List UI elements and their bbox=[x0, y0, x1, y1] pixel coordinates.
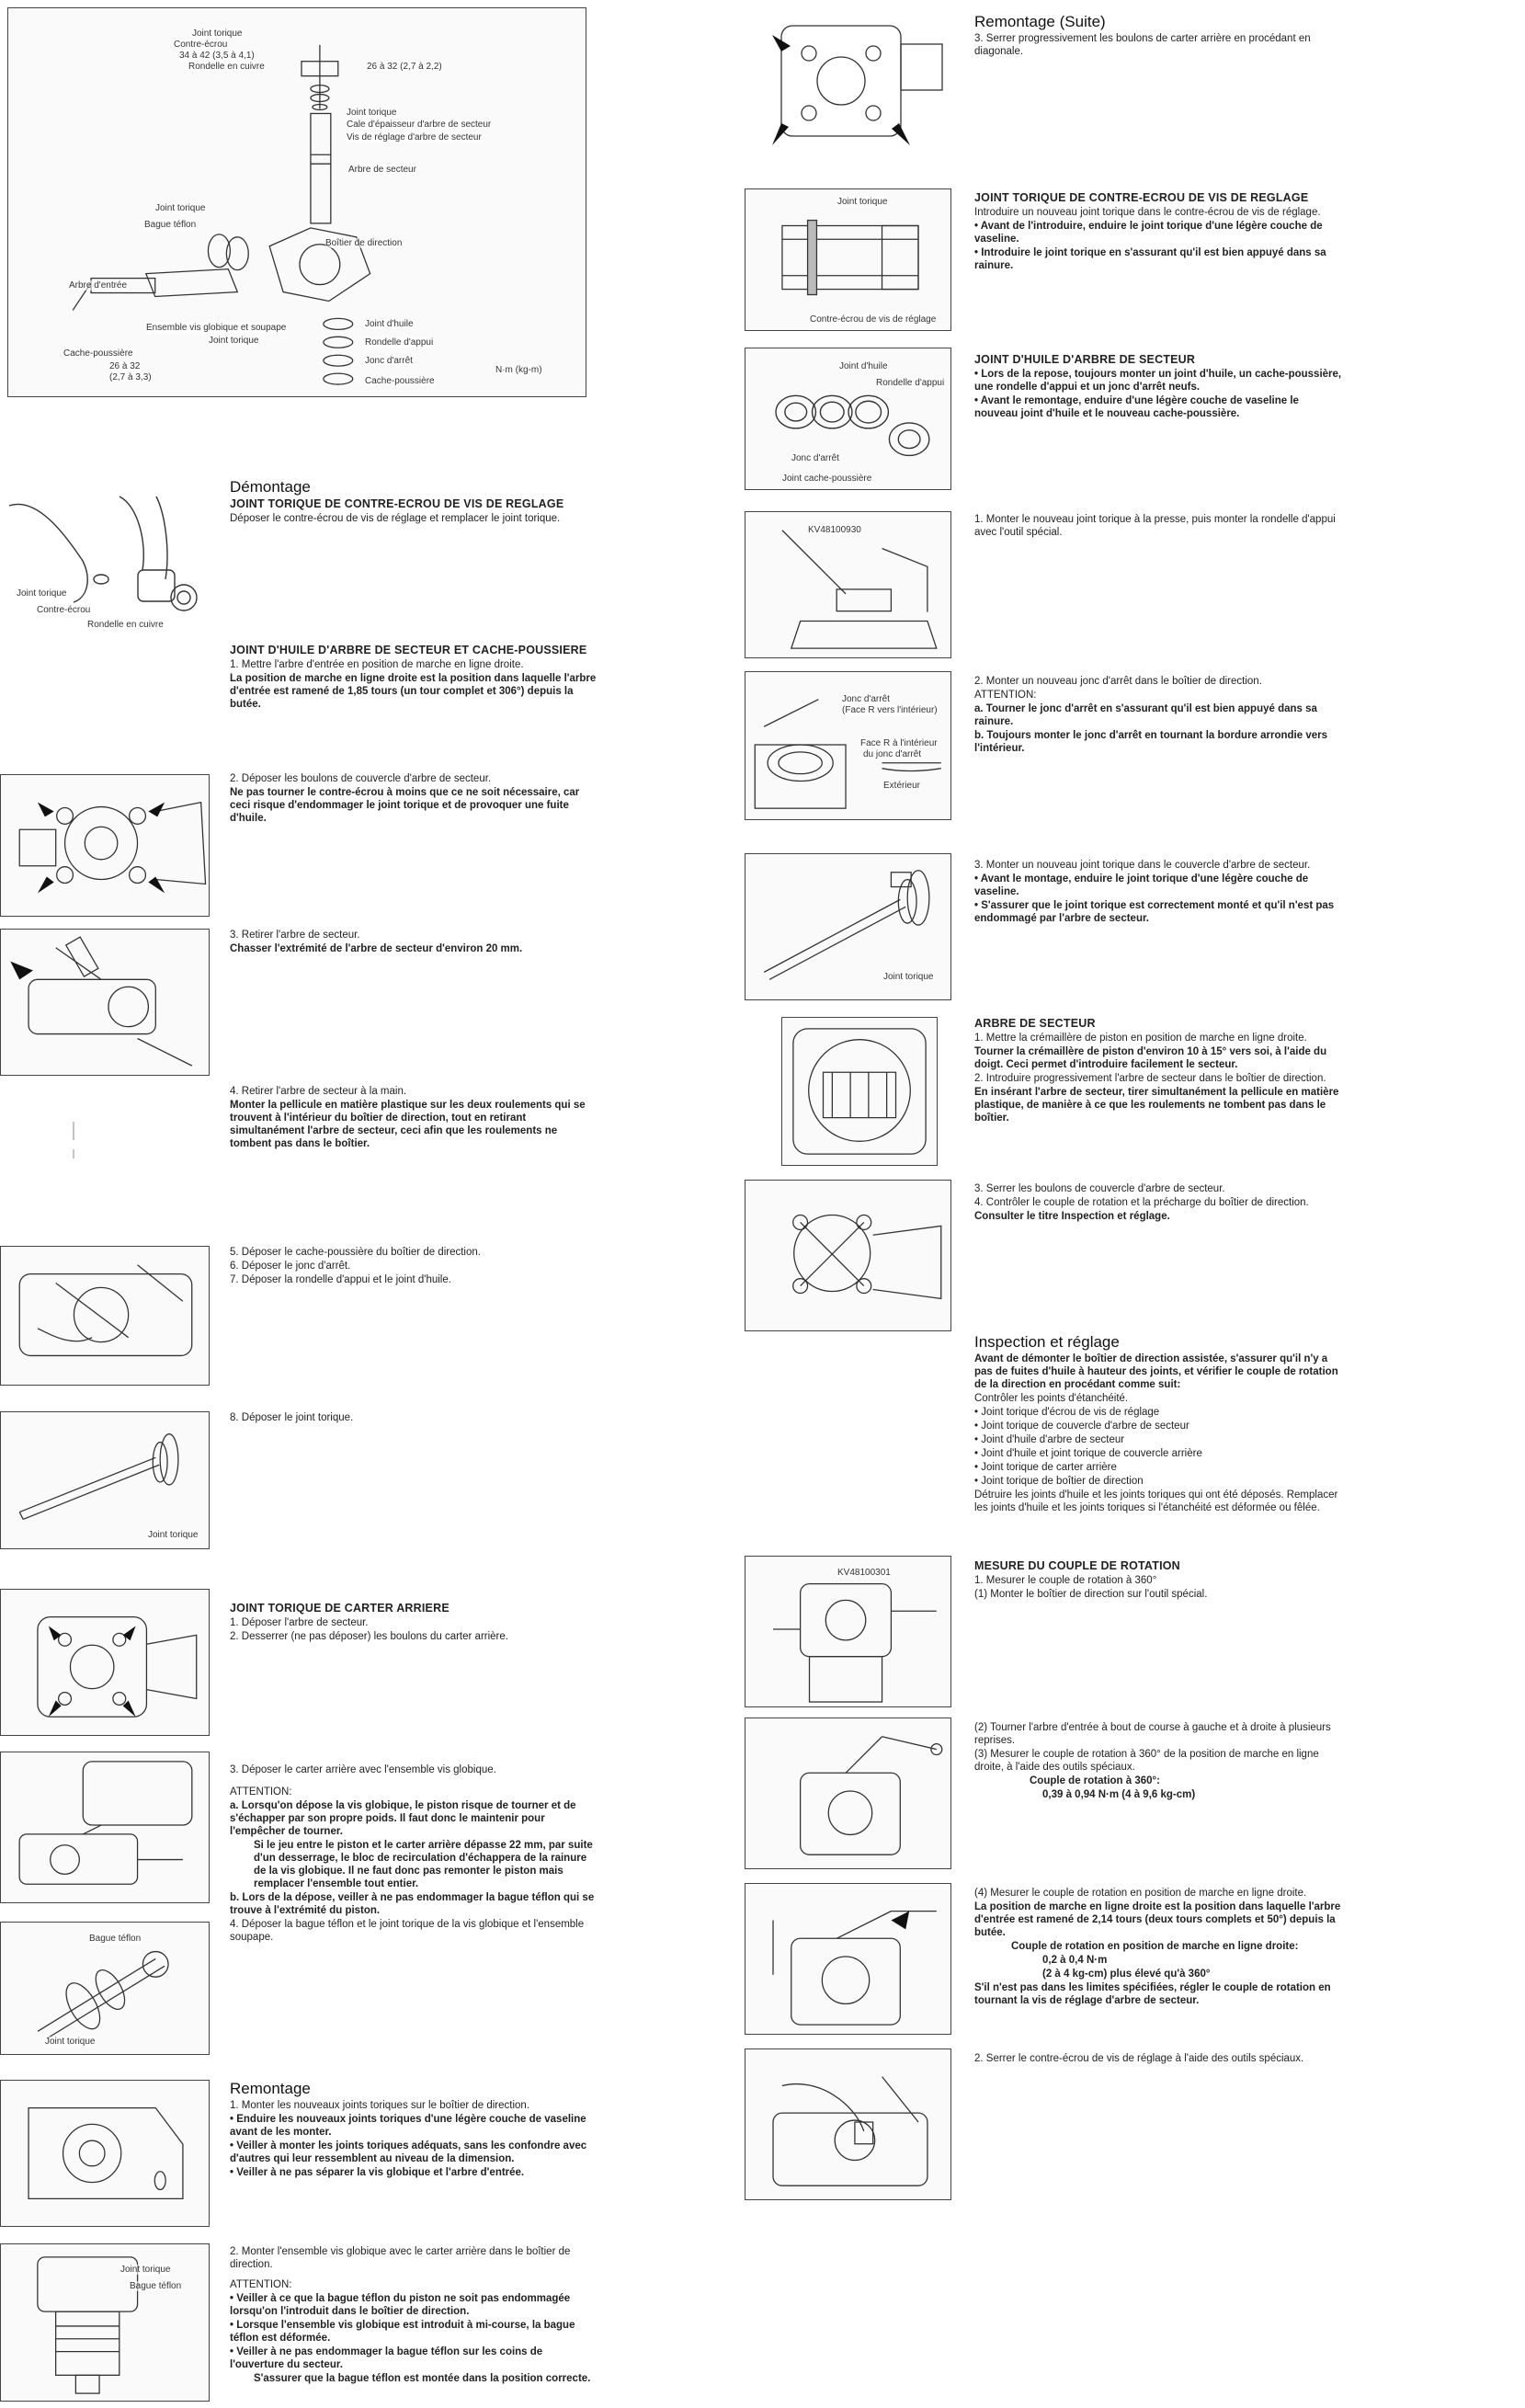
m4c: Couple de rotation en position de marche en ligne droite: bbox=[1011, 1941, 1299, 1952]
press-tool-figure bbox=[745, 511, 951, 658]
exploded-label-6: Joint torique bbox=[347, 108, 397, 118]
carter-section bbox=[230, 1602, 597, 1644]
arbre-s2: 2. Introduire progressivement l'arbre de secteur dans le boîtier de direction. bbox=[974, 1073, 1326, 1084]
m4v2: (2 à 4 kg-cm) plus élevé qu'à 360° bbox=[1042, 1969, 1211, 1980]
inspection-p1: Avant de démonter le boîtier de direction assistée, s'assurer qu'il n'y a pas de fuites d'huile à hauteur des joints, et vérifier le couple de rotation de la direction en procédant comme suit: bbox=[974, 1353, 1338, 1390]
oil-seal-parts-figure bbox=[745, 348, 951, 490]
inspection-item-4: • Joint d'huile et joint torique de couvercle arrière bbox=[974, 1448, 1202, 1459]
m5: 2. Serrer le contre-écrou de vis de réglage à l'aide des outils spéciaux. bbox=[974, 2053, 1304, 2064]
carter-step-3: 3. Déposer le carter arrière avec l'ensemble vis globique. bbox=[230, 1764, 496, 1775]
m3: (3) Mesurer le couple de rotation à 360° de la position de marche en ligne droite, à l'aide des outils spéciaux. bbox=[974, 1749, 1319, 1773]
sector-cover-bolts-figure bbox=[0, 774, 210, 917]
demontage-heading: JOINT TORIQUE DE CONTRE-ECROU DE VIS DE REGLAGE bbox=[230, 497, 564, 510]
demontage-p1: Déposer le contre-écrou de vis de réglage et remplacer le joint torique. bbox=[230, 513, 561, 524]
oring-sleeve-label-2: Contre-écrou de vis de réglage bbox=[810, 314, 937, 325]
torque-straight-figure bbox=[745, 1883, 951, 2035]
attention-a: a. Lorsqu'on dépose la vis globique, le piston risque de tourner et de s'échapper par son propre poids. Il faut donc le maintenir pour l'empêcher de tourner. bbox=[230, 1800, 576, 1837]
remontage-title: Remontage bbox=[230, 2080, 311, 2097]
oil-seal-s1b: La position de marche en ligne droite est la position dans laquelle l'arbre d'entrée est ramené de 1,85 tours (un tour complet et 306°) depuis la butée. bbox=[230, 673, 597, 710]
housing-install-drawing bbox=[1, 2081, 209, 2226]
oil-seal-parts-label-1: Joint d'huile bbox=[839, 361, 888, 371]
exploded-label-9: Arbre de secteur bbox=[348, 165, 416, 175]
seal-section bbox=[974, 353, 1342, 421]
r3b2: • S'assurer que le joint torique est correctement monté et qu'il n'est pas endommagé par l'arbre de secteur. bbox=[974, 900, 1335, 924]
a3: 3. Serrer les boulons de couvercle d'arbre de secteur. bbox=[974, 1183, 1225, 1194]
exploded-label-18: (2,7 à 3,3) bbox=[109, 372, 152, 382]
attention2-b4: S'assurer que la bague téflon est montée dans la position correcte. bbox=[254, 2373, 591, 2384]
teflon-ring-figure bbox=[0, 1922, 210, 2055]
r2-attention: ATTENTION: bbox=[974, 690, 1037, 701]
a4b: Consulter le titre Inspection et réglage. bbox=[974, 1211, 1170, 1222]
exploded-label-12: Boîtier de direction bbox=[325, 238, 403, 248]
r2a: a. Tourner le jonc d'arrêt en s'assurant qu'il est bien appuyé dans sa rainure. bbox=[974, 703, 1317, 727]
hands-drawing bbox=[0, 478, 210, 636]
step-3-note: Chasser l'extrémité de l'arbre de secteur d'environ 20 mm. bbox=[230, 943, 523, 954]
rear-housing-bolts-figure bbox=[0, 1589, 210, 1736]
piston-rack-figure bbox=[781, 1017, 938, 1166]
snap-ring-label-1: Jonc d'arrêt bbox=[842, 694, 890, 704]
rear-housing-diagonal-figure bbox=[745, 7, 951, 164]
m5-text bbox=[974, 2052, 1342, 2066]
r3: 3. Monter un nouveau joint torique dans le couvercle d'arbre de secteur. bbox=[974, 860, 1311, 871]
exploded-label-1: Joint torique bbox=[192, 29, 243, 39]
press-tool-label: KV48100930 bbox=[808, 525, 861, 535]
sector-cover-diagonal-figure bbox=[745, 1180, 951, 1331]
mesure-s1: 1. Mesurer le couple de rotation à 360° bbox=[974, 1575, 1157, 1586]
exploded-label-17: 26 à 32 bbox=[109, 361, 141, 371]
oring-b1: • Avant de l'introduire, enduire le joint torique d'une légère couche de vaseline. bbox=[974, 221, 1323, 245]
contre-ecrou-label-3: Rondelle en cuivre bbox=[87, 620, 164, 630]
carter-s2: 2. Desserrer (ne pas déposer) les boulons du carter arrière. bbox=[230, 1631, 508, 1642]
rear-housing-diagonal-drawing bbox=[745, 7, 951, 164]
attention2-b1: • Veiller à ce que la bague téflon du piston ne soit pas endommagée lorsqu'on l'introduit dans le boîtier de direction. bbox=[230, 2293, 571, 2317]
oring-heading: JOINT TORIQUE DE CONTRE-ECROU DE VIS DE REGLAGE bbox=[974, 191, 1309, 204]
step-8: 8. Déposer le joint torique. bbox=[230, 1412, 354, 1423]
teflon-label-2: Joint torique bbox=[45, 2037, 96, 2047]
r2b: b. Toujours monter le jonc d'arrêt en tournant la bordure arrondie vers l'intérieur. bbox=[974, 730, 1327, 754]
arbre-s2b: En insérant l'arbre de secteur, tirer simultanément la pellicule en matière plastique, de manière à ce que les roulements ne tombent pas dans le boîtier. bbox=[974, 1087, 1339, 1124]
steps-5-7-text bbox=[230, 1246, 597, 1287]
exploded-label-4: Rondelle en cuivre bbox=[188, 62, 265, 72]
shaft-oring-label: Joint torique bbox=[148, 1530, 199, 1540]
attention-b: b. Lors de la dépose, veiller à ne pas endommager la bague téflon qui se trouve à l'extrémité du piston. bbox=[230, 1892, 595, 1916]
m4d: S'il n'est pas dans les limites spécifiées, régler le couple de rotation en tournant la vis de réglage d'arbre de secteur. bbox=[974, 1982, 1331, 2006]
snap-ring-label-2: (Face R vers l'intérieur) bbox=[842, 705, 938, 715]
snap-ring-label-5: Extérieur bbox=[883, 781, 921, 791]
worm-gear-removal-drawing bbox=[1, 1752, 209, 1902]
seal-b1: • Lors de la repose, toujours monter un joint d'huile, un cache-poussière, une rondelle d'appui et un jonc d'arrêt neufs. bbox=[974, 369, 1342, 393]
sector-cover-oring-figure bbox=[745, 853, 951, 1000]
torque-360-figure bbox=[745, 1718, 951, 1869]
demontage-section bbox=[230, 478, 597, 526]
measure-tool-label: KV48100301 bbox=[837, 1568, 891, 1578]
m4b: La position de marche en ligne droite est la position dans laquelle l'arbre d'entrée est ramené de 2,14 tours (deux tours complets et 50°) depuis la butée. bbox=[974, 1901, 1341, 1938]
attention-a2: Si le jeu entre le piston et le carter arrière dépasse 22 mm, par suite d'un desserrage, le bloc de recirculation d'échappera de la rainure de la vis globique. Il ne faut donc pas remonter le piston mais remplacer l'ensemble tout entier. bbox=[254, 1840, 593, 1889]
sector-removal-drawing bbox=[0, 1085, 210, 1204]
worm-assembly-drawing bbox=[1, 2244, 209, 2401]
a3-text bbox=[974, 1182, 1342, 1224]
m2-text bbox=[974, 1721, 1342, 1802]
exploded-view-drawing bbox=[8, 8, 586, 396]
exploded-label-8: Vis de réglage d'arbre de secteur bbox=[347, 132, 482, 143]
step-4: 4. Retirer l'arbre de secteur à la main. bbox=[230, 1086, 407, 1097]
arbre-heading: ARBRE DE SECTEUR bbox=[974, 1017, 1096, 1030]
torque-straight-drawing bbox=[745, 1884, 950, 2034]
r2: 2. Monter un nouveau jonc d'arrêt dans le boîtier de direction. bbox=[974, 676, 1262, 687]
step-3: 3. Retirer l'arbre de secteur. bbox=[230, 930, 360, 941]
locknut-tighten-figure bbox=[745, 2049, 951, 2200]
m4-text bbox=[974, 1887, 1342, 2008]
sector-cover-bolts-drawing bbox=[1, 775, 209, 916]
step-4-note: Monter la pellicule en matière plastique sur les deux roulements qui se trouvent à l'intérieur du boîtier de direction, tout en retirant simultanément l'arbre de secteur, ceci afin que les roulements ne tombent pas dans le boîtier. bbox=[230, 1100, 586, 1149]
housing-install-figure bbox=[0, 2080, 210, 2227]
step-3-text bbox=[230, 929, 597, 956]
remontage-section bbox=[230, 2080, 597, 2180]
r2-text bbox=[974, 675, 1342, 756]
oring-sleeve-label-1: Joint torique bbox=[837, 197, 888, 207]
r1-text bbox=[974, 513, 1342, 540]
carter-s1: 1. Déposer l'arbre de secteur. bbox=[230, 1617, 369, 1628]
step-6: 6. Déposer le jonc d'arrêt. bbox=[230, 1261, 351, 1272]
inspection-item-3: • Joint d'huile d'arbre de secteur bbox=[974, 1434, 1125, 1445]
step-4-text bbox=[230, 1085, 597, 1151]
suite-s3: 3. Serrer progressivement les boulons de carter arrière en procédant en diagonale. bbox=[974, 33, 1311, 57]
exploded-label-20: Rondelle d'appui bbox=[365, 337, 434, 348]
contre-ecrou-label-2: Contre-écrou bbox=[37, 605, 91, 615]
contre-ecrou-figure bbox=[0, 478, 210, 636]
arbre-section bbox=[974, 1017, 1342, 1125]
m4: (4) Mesurer le couple de rotation en position de marche en ligne droite. bbox=[974, 1888, 1307, 1899]
arbre-s1: 1. Mettre la crémaillère de piston en position de marche en ligne droite. bbox=[974, 1033, 1307, 1044]
inspection-item-6: • Joint torique de boîtier de direction bbox=[974, 1476, 1144, 1487]
m4v1: 0,2 à 0,4 N·m bbox=[1042, 1955, 1108, 1966]
assembly-label-1: Joint torique bbox=[120, 2265, 171, 2275]
exploded-label-10: Joint torique bbox=[155, 203, 206, 213]
remontage-step-2-text bbox=[230, 2245, 597, 2386]
exploded-label-15: Joint torique bbox=[209, 336, 259, 346]
step-2-text bbox=[230, 772, 597, 826]
carter-step-4: 4. Déposer la bague téflon et le joint torique de la vis globique et l'ensemble soupape. bbox=[230, 1919, 585, 1943]
carter-heading: JOINT TORIQUE DE CARTER ARRIERE bbox=[230, 1602, 450, 1615]
shaft-oring-drawing bbox=[1, 1412, 209, 1548]
oring-b2: • Introduire le joint torique en s'assurant qu'il est bien appuyé dans sa rainure. bbox=[974, 247, 1326, 271]
exploded-label-14: Ensemble vis globique et soupape bbox=[146, 323, 287, 333]
inspection-item-5: • Joint torique de carter arrière bbox=[974, 1462, 1117, 1473]
carter-step-3-text bbox=[230, 1763, 597, 1945]
step-5: 5. Déposer le cache-poussière du boîtier de direction. bbox=[230, 1247, 481, 1258]
step-8-text bbox=[230, 1411, 597, 1425]
snap-ring-figure bbox=[745, 671, 951, 820]
exploded-label-2: Contre-écrou bbox=[174, 40, 228, 50]
oring-sleeve-figure bbox=[745, 188, 951, 331]
mesure-s1a: (1) Monter le boîtier de direction sur l'outil spécial. bbox=[974, 1589, 1208, 1600]
suite-title: Remontage (Suite) bbox=[974, 13, 1106, 30]
oil-seal-heading: JOINT D'HUILE D'ARBRE DE SECTEUR ET CACHE-POUSSIERE bbox=[230, 644, 587, 656]
worm-gear-removal-figure bbox=[0, 1752, 210, 1903]
sector-removal-figure bbox=[0, 1085, 210, 1204]
teflon-label-1: Bague téflon bbox=[89, 1934, 142, 1944]
exploded-label-16: Cache-poussière bbox=[63, 348, 133, 359]
exploded-label-19: Joint d'huile bbox=[365, 319, 414, 329]
exploded-label-21: Jonc d'arrêt bbox=[365, 356, 413, 366]
step-2-note: Ne pas tourner le contre-écrou à moins que ce ne soit nécessaire, car ceci risque d'endommager le joint torique et de provoquer une fuite d'huile. bbox=[230, 787, 580, 824]
attention-heading: ATTENTION: bbox=[230, 1786, 292, 1797]
suite-section bbox=[974, 13, 1342, 59]
m3c: Couple de rotation à 360°: bbox=[1030, 1775, 1160, 1786]
inspection-p3: Détruire les joints d'huile et les joints toriques qui ont été déposés. Remplacer les joints d'huile et les joints toriques si l'étanchéité est déformée ou fêlée. bbox=[974, 1489, 1338, 1513]
oring-section bbox=[974, 191, 1342, 273]
mesure-heading: MESURE DU COUPLE DE ROTATION bbox=[974, 1559, 1180, 1572]
a4: 4. Contrôler le couple de rotation et la précharge du boîtier de direction. bbox=[974, 1197, 1309, 1208]
oring-p: Introduire un nouveau joint torique dans le contre-écrou de vis de réglage. bbox=[974, 207, 1321, 218]
sector-shaft-drive-drawing bbox=[1, 930, 209, 1075]
remontage-b2: • Veiller à monter les joints toriques adéquats, sans les confondre avec d'autres qui leur ressemblent au niveau de la dimension. bbox=[230, 2140, 587, 2164]
attention2-heading: ATTENTION: bbox=[230, 2279, 292, 2290]
exploded-label-7: Cale d'épaisseur d'arbre de secteur bbox=[347, 120, 492, 130]
piston-rack-drawing bbox=[782, 1018, 937, 1165]
exploded-label-22: Cache-poussière bbox=[365, 376, 435, 386]
exploded-label-13: Arbre d'entrée bbox=[69, 280, 128, 291]
snap-ring-label-4: du jonc d'arrêt bbox=[863, 749, 922, 759]
exploded-label-23: N·m (kg-m) bbox=[495, 365, 542, 375]
mesure-section bbox=[974, 1559, 1342, 1602]
remontage-b3: • Veiller à ne pas séparer la vis globique et l'arbre d'entrée. bbox=[230, 2167, 525, 2178]
inspection-item-1: • Joint torique d'écrou de vis de réglage bbox=[974, 1407, 1160, 1418]
seal-b2: • Avant le remontage, enduire d'une légère couche de vaseline le nouveau joint d'huile et le nouveau cache-poussière. bbox=[974, 395, 1299, 419]
dust-cover-removal-figure bbox=[0, 1246, 210, 1386]
worm-assembly-figure bbox=[0, 2243, 210, 2402]
r3-text bbox=[974, 859, 1342, 926]
m2: (2) Tourner l'arbre d'entrée à bout de course à gauche et à droite à plusieurs reprises. bbox=[974, 1722, 1331, 1746]
torque-360-drawing bbox=[745, 1718, 950, 1868]
r3b1: • Avant le montage, enduire le joint torique d'une légère couche de vaseline. bbox=[974, 873, 1309, 897]
inspection-item-2: • Joint torique de couvercle d'arbre de secteur bbox=[974, 1421, 1189, 1432]
exploded-label-11: Bague téflon bbox=[144, 220, 197, 230]
assembly-label-2: Bague téflon bbox=[130, 2281, 182, 2291]
measure-tool-drawing bbox=[745, 1557, 950, 1706]
exploded-label-3: 34 à 42 (3,5 à 4,1) bbox=[179, 51, 255, 61]
exploded-view-figure bbox=[7, 7, 586, 397]
contre-ecrou-label-1: Joint torique bbox=[17, 588, 67, 599]
r1: 1. Monter le nouveau joint torique à la presse, puis monter la rondelle d'appui avec l'outil spécial. bbox=[974, 514, 1336, 538]
attention2-b2: • Lorsque l'ensemble vis globique est introduit à mi-course, la bague téflon est déformée. bbox=[230, 2320, 575, 2344]
oil-seal-parts-label-4: Joint cache-poussière bbox=[782, 474, 872, 484]
oil-seal-s1: 1. Mettre l'arbre d'entrée en position de marche en ligne droite. bbox=[230, 659, 524, 670]
sector-shaft-drive-figure bbox=[0, 929, 210, 1076]
inspection-p2: Contrôler les points d'étanchéité. bbox=[974, 1393, 1129, 1404]
locknut-tighten-drawing bbox=[745, 2049, 950, 2199]
snap-ring-label-3: Face R à l'intérieur bbox=[860, 738, 938, 748]
oil-seal-section bbox=[230, 644, 597, 712]
demontage-title: Démontage bbox=[230, 478, 311, 496]
shaft-oring-figure bbox=[0, 1411, 210, 1549]
sector-cover-oring-label: Joint torique bbox=[883, 972, 934, 982]
inspection-title: Inspection et réglage bbox=[974, 1333, 1120, 1351]
remontage-s1: 1. Monter les nouveaux joints toriques sur le boîtier de direction. bbox=[230, 2100, 530, 2111]
seal-heading: JOINT D'HUILE D'ARBRE DE SECTEUR bbox=[974, 353, 1196, 366]
attention2-b3: • Veiller à ne pas endommager la bague téflon sur les coins de l'ouverture du secteur. bbox=[230, 2346, 543, 2370]
remontage-b1: • Enduire les nouveaux joints toriques d'une légère couche de vaseline avant de les monter. bbox=[230, 2114, 586, 2138]
inspection-section bbox=[974, 1333, 1342, 1515]
oil-seal-parts-label-2: Rondelle d'appui bbox=[876, 378, 945, 388]
oil-seal-parts-label-3: Jonc d'arrêt bbox=[791, 453, 839, 463]
rear-housing-bolts-drawing bbox=[1, 1590, 209, 1735]
exploded-label-5: 26 à 32 (2,7 à 2,2) bbox=[367, 62, 442, 72]
dust-cover-removal-drawing bbox=[1, 1247, 209, 1385]
remontage-step-2: 2. Monter l'ensemble vis globique avec le carter arrière dans le boîtier de direction. bbox=[230, 2246, 571, 2270]
sector-cover-diagonal-drawing bbox=[745, 1181, 950, 1330]
measure-tool-figure bbox=[745, 1556, 951, 1707]
oring-sleeve-drawing bbox=[745, 189, 950, 330]
step-2: 2. Déposer les boulons de couvercle d'arbre de secteur. bbox=[230, 773, 492, 784]
arbre-s1b: Tourner la crémaillère de piston d'environ 10 à 15° vers soi, à l'aide du doigt. Ceci permet d'introduire facilement le secteur. bbox=[974, 1046, 1327, 1070]
step-7: 7. Déposer la rondelle d'appui et le joint d'huile. bbox=[230, 1274, 451, 1285]
m3v: 0,39 à 0,94 N·m (4 à 9,6 kg-cm) bbox=[1042, 1789, 1196, 1800]
